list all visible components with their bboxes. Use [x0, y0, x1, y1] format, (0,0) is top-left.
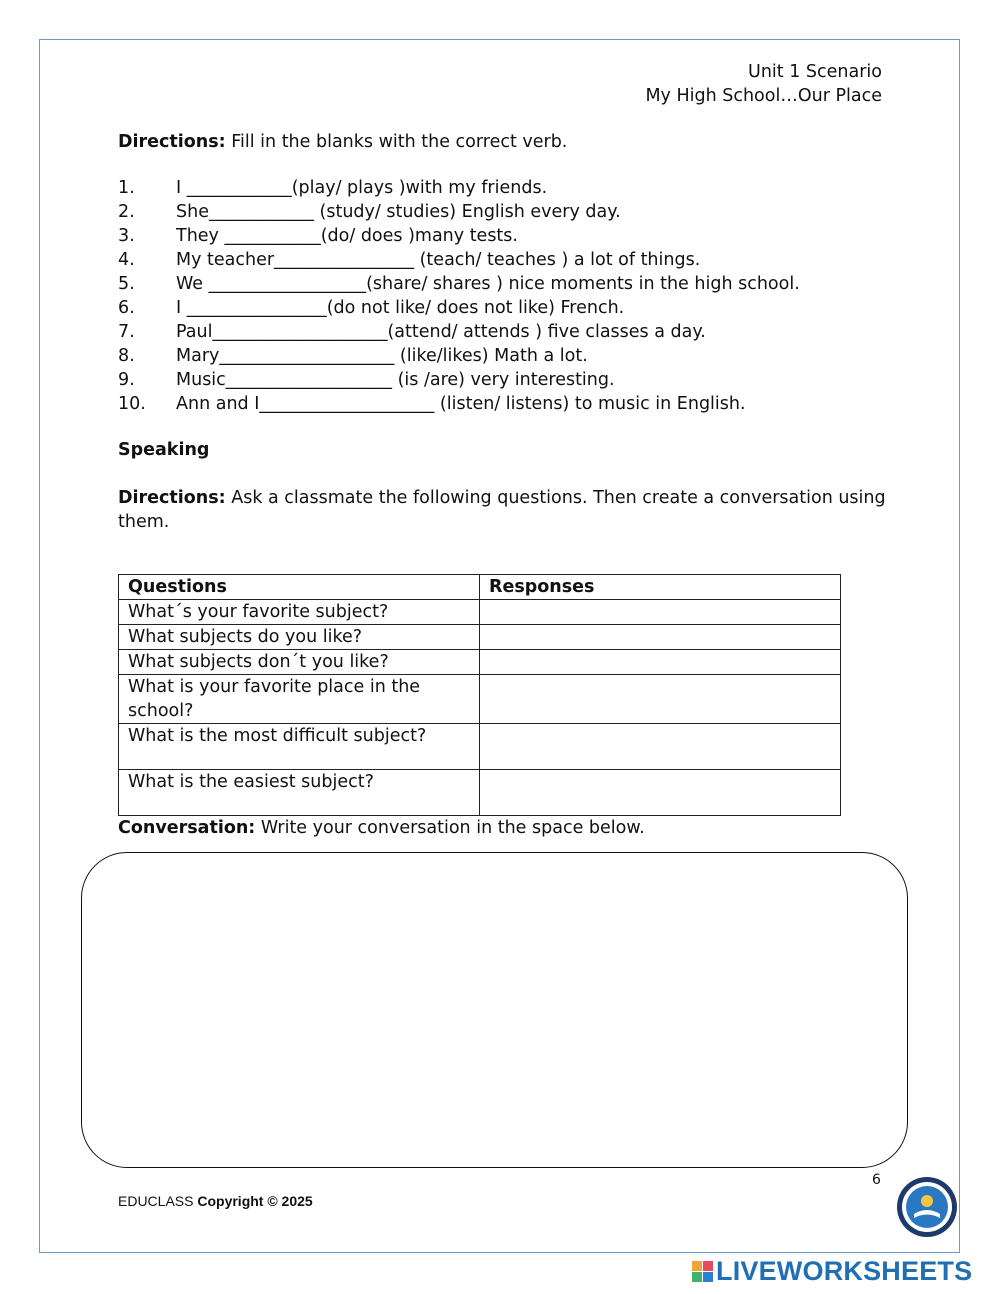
exercise-text: Music___________________ (is /are) very interesting. — [176, 370, 615, 390]
exercise-text: Paul____________________(attend/ attends ) five classes a day. — [176, 322, 706, 342]
exercise-item — [118, 200, 898, 224]
table-row — [119, 600, 841, 625]
speaking-directions-label: Directions: — [118, 488, 226, 508]
speaking-directions — [118, 486, 888, 534]
exercise-item — [118, 272, 898, 296]
question-cell: What subjects do you like? — [119, 625, 480, 650]
response-cell[interactable] — [480, 600, 841, 625]
question-cell: What subjects don´t you like? — [119, 650, 480, 675]
exercise-item — [118, 344, 898, 368]
copyright-text: Copyright © 2025 — [197, 1193, 313, 1209]
table-row — [119, 675, 841, 724]
educlass-seal-icon — [896, 1176, 958, 1238]
table-row — [119, 770, 841, 816]
unit-subtitle: My High School…Our Place — [645, 86, 882, 106]
exercise-number: 5. — [118, 274, 135, 294]
brand-name: EDUCLASS — [118, 1193, 198, 1209]
liveworksheets-wordmark: LIVEWORKSHEETS — [716, 1255, 973, 1286]
exercise-text: She____________ (study/ studies) English every day. — [176, 202, 621, 222]
exercise-item — [118, 368, 898, 392]
directions-text: Fill in the blanks with the correct verb. — [225, 132, 568, 152]
document-header — [645, 60, 882, 108]
conversation-text: Write your conversation in the space below. — [255, 818, 645, 838]
exercise-number: 6. — [118, 298, 135, 318]
response-cell[interactable] — [480, 724, 841, 770]
speaking-heading: Speaking — [118, 440, 210, 460]
exercise-number: 2. — [118, 202, 135, 222]
exercise-number: 7. — [118, 322, 135, 342]
response-cell[interactable] — [480, 675, 841, 724]
exercise-item — [118, 248, 898, 272]
conversation-writing-box[interactable] — [81, 852, 908, 1168]
exercise-item — [118, 392, 898, 416]
speaking-directions-text: Ask a classmate the following questions. Then create a conversation using them. — [118, 488, 886, 532]
exercise-text: I ________________(do not like/ does not like) French. — [176, 298, 625, 318]
exercise-number: 9. — [118, 370, 135, 390]
conversation-label: Conversation: — [118, 818, 256, 838]
question-cell: What is the most difficult subject? — [119, 724, 480, 770]
directions-label: Directions: — [118, 132, 226, 152]
exercise-number: 1. — [118, 178, 135, 198]
response-cell[interactable] — [480, 650, 841, 675]
questions-table — [118, 574, 841, 816]
table-row — [119, 650, 841, 675]
responses-header: Responses — [480, 575, 841, 600]
table-row — [119, 625, 841, 650]
exercise-text: My teacher________________ (teach/ teaches ) a lot of things. — [176, 250, 701, 270]
questions-header: Questions — [119, 575, 480, 600]
response-cell[interactable] — [480, 770, 841, 816]
question-cell: What is your favorite place in the school? — [119, 675, 480, 724]
question-cell: What is the easiest subject? — [119, 770, 480, 816]
question-cell: What´s your favorite subject? — [119, 600, 480, 625]
conversation-instructions — [118, 816, 645, 840]
exercise-item — [118, 224, 898, 248]
exercise-item — [118, 296, 898, 320]
exercise-number: 8. — [118, 346, 135, 366]
response-cell[interactable] — [480, 625, 841, 650]
exercise-number: 3. — [118, 226, 135, 246]
exercise-item — [118, 320, 898, 344]
exercise-number: 4. — [118, 250, 135, 270]
fill-in-directions — [118, 130, 878, 154]
table-row — [119, 724, 841, 770]
exercise-number: 10. — [118, 394, 146, 414]
copyright-notice — [118, 1193, 313, 1209]
exercise-text: Mary____________________ (like/likes) Math a lot. — [176, 346, 588, 366]
exercise-text: I ____________(play/ plays )with my friends. — [176, 178, 548, 198]
exercise-text: Ann and I____________________ (listen/ listens) to music in English. — [176, 394, 746, 414]
table-header-row — [119, 575, 841, 600]
exercise-list — [118, 176, 898, 416]
exercise-text: They ___________(do/ does )many tests. — [176, 226, 518, 246]
liveworksheets-blocks-icon — [692, 1261, 713, 1282]
liveworksheets-logo — [692, 1256, 972, 1286]
exercise-item — [118, 176, 898, 200]
exercise-text: We __________________(share/ shares ) nice moments in the high school. — [176, 274, 800, 294]
page-number: 6 — [872, 1172, 881, 1188]
unit-title: Unit 1 Scenario — [748, 62, 882, 82]
